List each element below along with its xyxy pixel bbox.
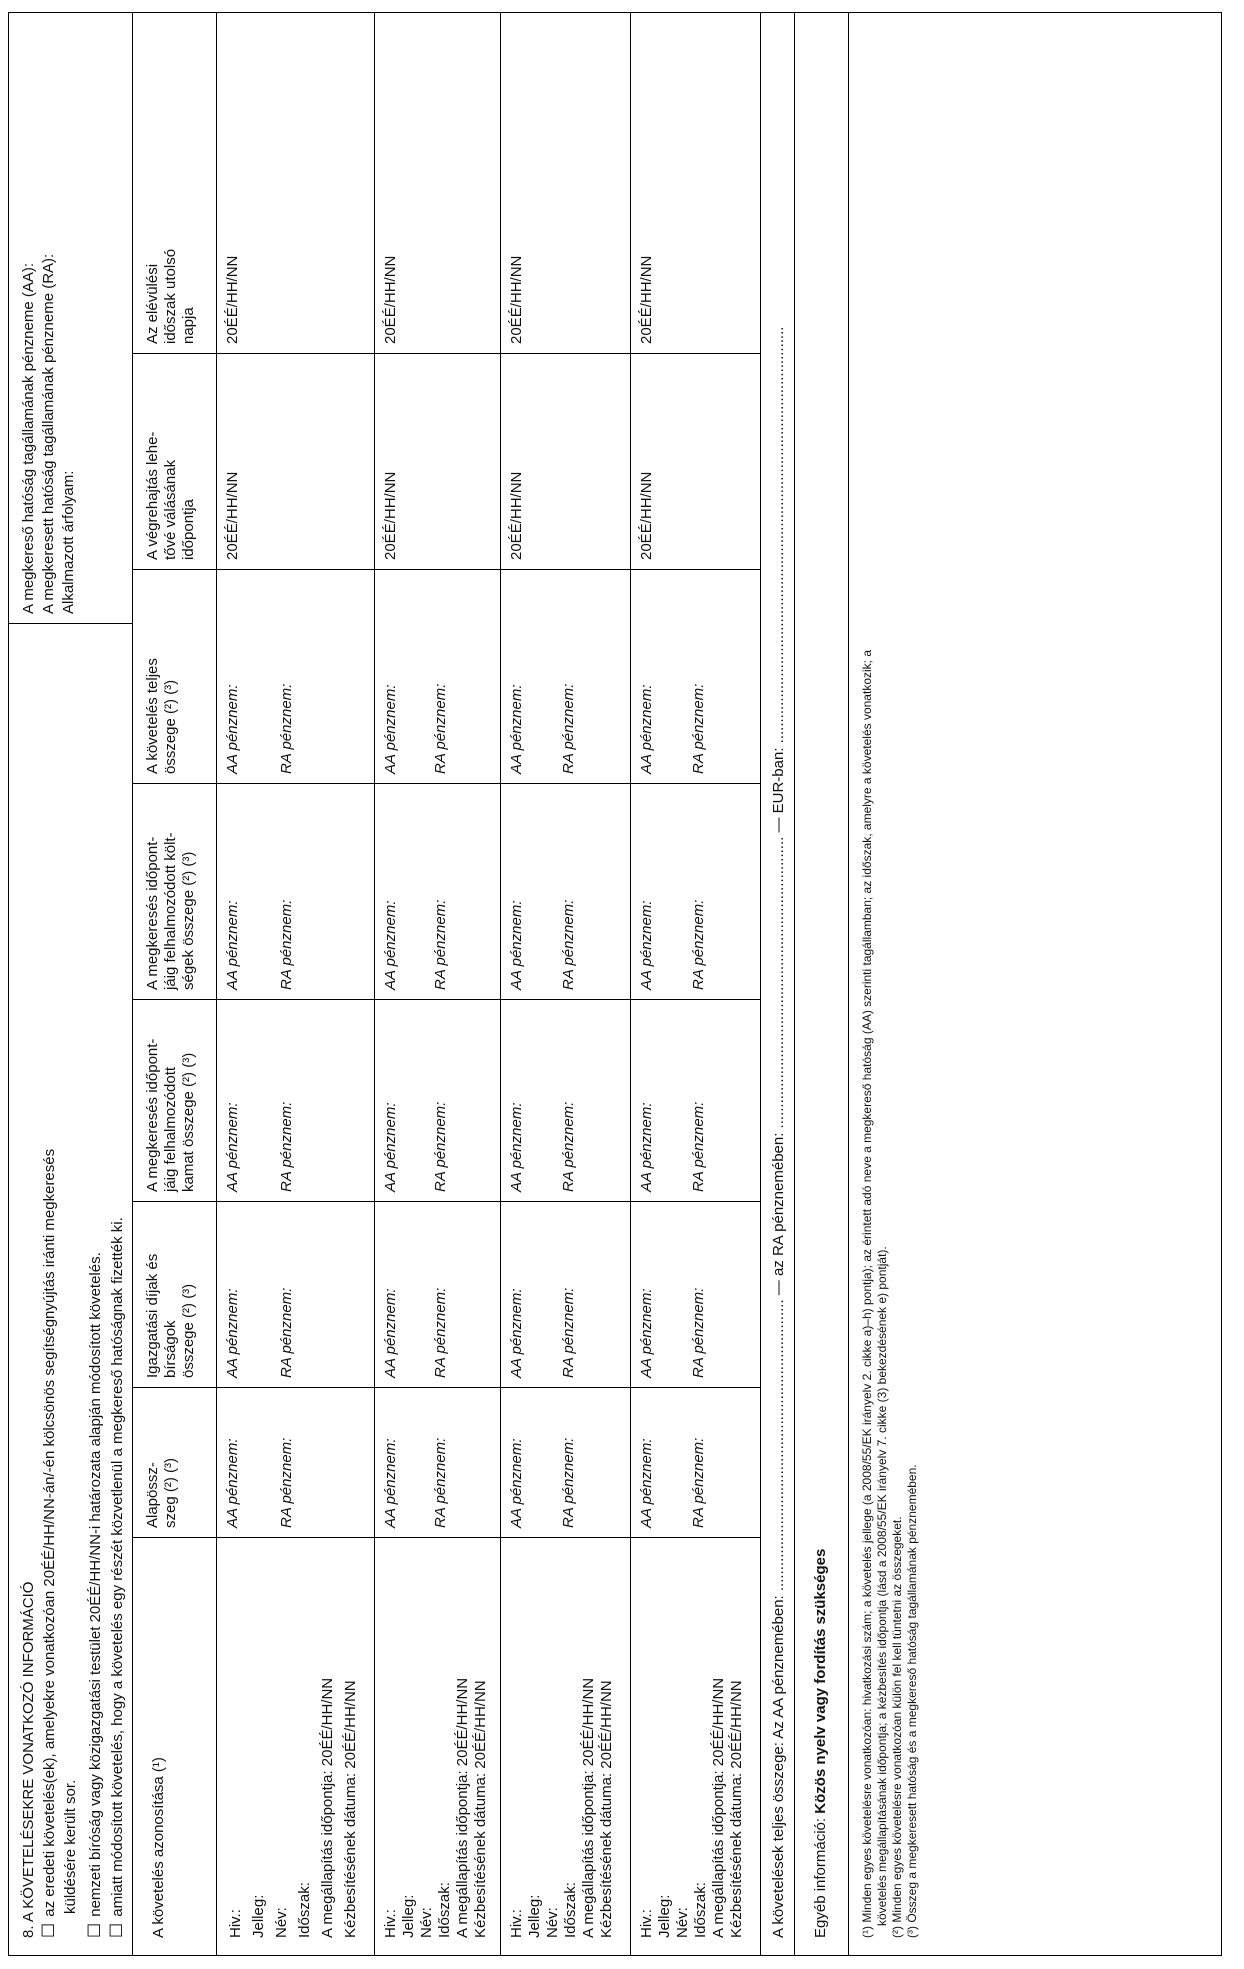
rotated-form-page — [8, 12, 1222, 1956]
col-line — [132, 999, 760, 1000]
row2-fees-ra: RA pénznem: — [432, 1287, 449, 1378]
totals-bottom-line — [794, 12, 795, 1956]
footnote-1-cont: követelés megállapításának időpontja; a kézbesítés időpontja (lásd a 2008/55/EK irányelv 7. cikke (3) bekezdésének e) pontját). — [875, 1246, 889, 1926]
row2-principal-aa: AA pénznem: — [382, 1438, 399, 1528]
row4-total-aa: AA pénznem: — [638, 684, 655, 774]
row1-interest-ra: RA pénznem: — [278, 1101, 295, 1192]
col-line — [132, 783, 760, 784]
footnote-2: (²) Minden egyes követelésre vonatkozóan külön fel kell tüntetni az összegeket. — [890, 1516, 904, 1938]
currency-ra: A megkeresett hatóság tagállamának pénzneme (RA): — [40, 253, 57, 614]
row4-enforceable-date: 20ÉÉ/HH/NN — [638, 471, 655, 560]
row3-limitation-date: 20ÉÉ/HH/NN — [508, 255, 525, 344]
row2-total-aa: AA pénznem: — [382, 684, 399, 774]
footnote-3: (³) Összeg a megkeresett hatóság és a megkereső hatóság tagállamának pénznemében. — [905, 1464, 919, 1938]
col-line — [132, 353, 760, 354]
footnote-divider — [848, 12, 849, 1956]
header-bottom-line — [216, 12, 217, 1956]
row4-interest-aa: AA pénznem: — [638, 1102, 655, 1192]
row3-claim-id: Hiv.: Jelleg: Név: Időszak: A megállapítás időpontja: 20ÉÉ/HH/NN Kézbesítésének dátuma: 20ÉÉ/HH/NN — [508, 1677, 615, 1938]
currency-aa: A megkereső hatóság tagállamának pénzneme (AA): — [20, 262, 37, 614]
row3-principal-ra: RA pénznem: — [560, 1437, 577, 1528]
row-line — [374, 12, 375, 1956]
row3-fees-ra: RA pénznem: — [560, 1287, 577, 1378]
row2-fees-aa: AA pénznem: — [382, 1288, 399, 1378]
row2-enforceable-date: 20ÉÉ/HH/NN — [382, 471, 399, 560]
row1-enforceable-date: 20ÉÉ/HH/NN — [224, 471, 241, 560]
other-info-value: Közös nyelv vagy fordítás szükséges — [812, 1548, 829, 1814]
header-enforceable-date: A végrehajtás lehe- tővé válásának időpontja — [144, 431, 197, 560]
row4-fees-ra: RA pénznem: — [690, 1287, 707, 1378]
row2-principal-ra: RA pénznem: — [432, 1437, 449, 1528]
row1-fees-aa: AA pénznem: — [224, 1288, 241, 1378]
section-title: 8. A KÖVETELÉSEKRE VONATKOZÓ INFORMÁCIÓ — [20, 1581, 37, 1938]
header-claim-id: A követelés azonosítása (¹) — [150, 1757, 167, 1938]
row1-limitation-date: 20ÉÉ/HH/NN — [224, 255, 241, 344]
footnote-1: (¹) Minden egyes követelésre vonatkozóan: hivatkozási szám; a követelés jellege (a 2008/55/EK irányelv 2. cikke a)–h) pontja); az érintett adó neve a megkereső hatóság (AA) szerinti tagállamban; az időszak, amelyre a követelés vonatkozik; a — [860, 649, 874, 1938]
row2-claim-id: Hiv.: Jelleg: Név: Időszak: A megállapítás időpontja: 20ÉÉ/HH/NN Kézbesítésének dátuma: 20ÉÉ/HH/NN — [382, 1677, 489, 1938]
checkbox-court-modified[interactable] — [86, 1252, 105, 1938]
header-costs: A megkeresés időpont- jáig felhalmozódott költ- ségek összege (²) (³) — [144, 832, 197, 990]
table-bottom-line — [760, 12, 761, 1956]
row1-costs-ra: RA pénznem: — [278, 899, 295, 990]
row1-claim-id: Hiv.: Jelleg: Név: Időszak: A megállapítás időpontja: 20ÉÉ/HH/NN Kézbesítésének dátuma: 20ÉÉ/HH/NN — [227, 1677, 359, 1938]
option-label: az eredeti követelés(ek), amelyekre vonatkozóan 20ÉÉ/HH/NN-án/-én kölcsönös segítségnyújtás iránti megkeresés — [41, 1148, 58, 1917]
row1-total-aa: AA pénznem: — [224, 684, 241, 774]
table-top-line — [132, 12, 133, 1956]
total-aa-field[interactable]: ...................................................................... — [770, 1299, 787, 1592]
row3-costs-ra: RA pénznem: — [560, 899, 577, 990]
row2-costs-ra: RA pénznem: — [432, 899, 449, 990]
row4-costs-ra: RA pénznem: — [690, 899, 707, 990]
totals-line: A követelések teljes összege: Az AA pénznemében: ...................................................................... — az RA pénznemében: ...................................................................... — EUR-ban: .................................................................................................... — [770, 326, 787, 1938]
row4-principal-aa: AA pénznem: — [638, 1438, 655, 1528]
row-line — [500, 12, 501, 1956]
row1-principal-ra: RA pénznem: — [278, 1437, 295, 1528]
exchange-rate: Alkalmazott árfolyam: — [60, 470, 77, 614]
row1-fees-ra: RA pénznem: — [278, 1287, 295, 1378]
row4-limitation-date: 20ÉÉ/HH/NN — [638, 255, 655, 344]
col-line — [132, 1387, 760, 1388]
row4-interest-ra: RA pénznem: — [690, 1101, 707, 1192]
row2-interest-aa: AA pénznem: — [382, 1102, 399, 1192]
row4-total-ra: RA pénznem: — [690, 683, 707, 774]
row3-fees-aa: AA pénznem: — [508, 1288, 525, 1378]
row3-interest-aa: AA pénznem: — [508, 1102, 525, 1192]
row3-costs-aa: AA pénznem: — [508, 900, 525, 990]
row3-principal-aa: AA pénznem: — [508, 1438, 525, 1528]
row1-costs-aa: AA pénznem: — [224, 900, 241, 990]
row2-limitation-date: 20ÉÉ/HH/NN — [382, 255, 399, 344]
row3-total-aa: AA pénznem: — [508, 684, 525, 774]
row4-fees-aa: AA pénznem: — [638, 1288, 655, 1378]
col-line — [132, 569, 760, 570]
row3-total-ra: RA pénznem: — [560, 683, 577, 774]
currency-box-divider — [8, 623, 132, 624]
row2-interest-ra: RA pénznem: — [432, 1101, 449, 1192]
total-ra-field[interactable]: ...................................................................... — [770, 836, 787, 1129]
row1-principal-aa: AA pénznem: — [224, 1438, 241, 1528]
row4-costs-aa: AA pénznem: — [638, 900, 655, 990]
row4-principal-ra: RA pénznem: — [690, 1437, 707, 1528]
header-admin-fees: Igazgatási díjak és bírságok összege (²) (³) — [144, 1253, 197, 1378]
other-info: Egyéb információ: Közös nyelv vagy fordítás szükséges — [812, 1548, 829, 1938]
header-limitation-date: Az elévülési időszak utolsó napja — [144, 248, 197, 344]
option-label: amiatt módosított követelés, hogy a követelés egy részét közvetlenül a megkereső hatóságnak fizették ki. — [109, 1217, 126, 1917]
row1-interest-aa: AA pénznem: — [224, 1102, 241, 1192]
checkbox-original-claims[interactable] — [40, 1149, 59, 1938]
checkbox-partial-payment[interactable] — [108, 1217, 127, 1938]
header-total: A követelés teljes összege (²) (³) — [144, 658, 179, 774]
row3-enforceable-date: 20ÉÉ/HH/NN — [508, 471, 525, 560]
row2-costs-aa: AA pénznem: — [382, 900, 399, 990]
row1-total-ra: RA pénznem: — [278, 683, 295, 774]
row-line — [630, 12, 631, 1956]
col-line — [132, 1201, 760, 1202]
total-eur-field[interactable]: .................................................................................................... — [770, 326, 787, 744]
header-principal: Alapössz- szeg (²) (³) — [144, 1458, 179, 1528]
row4-claim-id: Hiv.: Jelleg: Név: Időszak: A megállapítás időpontja: 20ÉÉ/HH/NN Kézbesítésének dátuma: 20ÉÉ/HH/NN — [638, 1677, 745, 1938]
header-interest: A megkeresés időpont- jáig felhalmozódott kamat összege (²) (³) — [144, 1038, 197, 1192]
row3-interest-ra: RA pénznem: — [560, 1101, 577, 1192]
row2-total-ra: RA pénznem: — [432, 683, 449, 774]
option-continuation: küldésére került sor. — [62, 1779, 79, 1914]
option-label: nemzeti bíróság vagy közigazgatási testület 20ÉÉ/HH/NN-i határozata alapján módosított követelés. — [87, 1252, 104, 1917]
col-line — [132, 1537, 760, 1538]
